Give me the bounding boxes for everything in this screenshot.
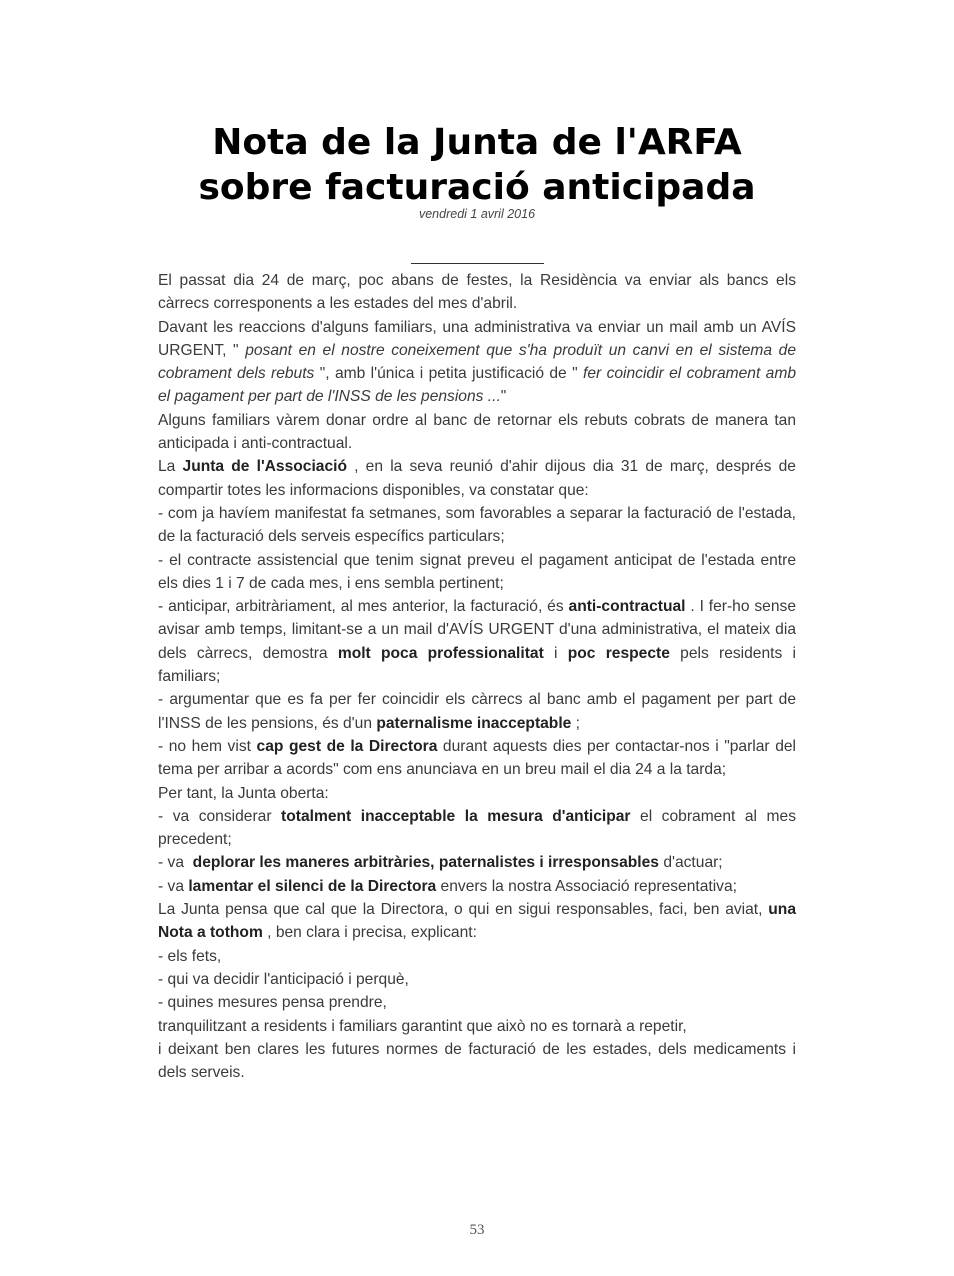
emphasis: paternalisme inacceptable <box>376 714 572 732</box>
emphasis: molt poca professionalitat <box>337 644 544 662</box>
paragraph: tranquilitzant a residents i familiars garantint que això no es tornarà a repetir, <box>158 1017 687 1035</box>
title-line-2: sobre facturació anticipada <box>198 167 756 208</box>
paragraph: El passat dia 24 de març, poc abans de festes, la Residència va enviar als bancs els càrrecs corresponents a les estades del mes d'abril. <box>158 272 796 313</box>
emphasis: deplorar les maneres arbitràries, paternalistes i irresponsables <box>192 854 659 872</box>
quote-italic: posant en el nostre coneixement que s'ha produït un canvi en el sistema de cobrament dels rebuts <box>158 341 796 383</box>
page-number: 53 <box>469 1222 485 1238</box>
paragraph: La Junta de l'Associació , en la seva reunió d'ahir dijous dia 31 de març, després de compartir totes les informacions disponibles, va constatar que: <box>158 458 796 499</box>
list-item: - quines mesures pensa prendre, <box>158 994 387 1012</box>
list-item: - no hem vist cap gest de la Directora durant aquests dies per contactar-nos i "parlar del tema per arribar a acords" com ens anunciava en un breu mail el dia 24 a la tarda; <box>158 737 796 779</box>
list-item: - argumentar que es fa per fer coincidir els càrrecs al banc amb el pagament per part de l'INSS de les pensions, és d'un paternalisme inacceptable ; <box>158 691 796 732</box>
list-item: - el contracte assistencial que tenim signat preveu el pagament anticipat de l'estada entre els dies 1 i 7 de cada mes, i ens sembla pertinent; <box>158 551 796 592</box>
article-body <box>158 269 796 1084</box>
title-line-1: Nota de la Junta de l'ARFA <box>212 122 742 163</box>
list-item: - com ja havíem manifestat fa setmanes, som favorables a separar la facturació de l'estada, de la facturació dels serveis específics particulars; <box>158 504 796 546</box>
list-item: - els fets, <box>158 947 222 965</box>
title-divider <box>411 263 544 264</box>
page-title <box>0 120 954 210</box>
quote-italic: fer coincidir el cobrament amb el pagament per part de l'INSS de les pensions ... <box>158 365 797 406</box>
publication-date: vendredi 1 avril 2016 <box>418 207 536 221</box>
emphasis: anti-contractual <box>568 598 686 616</box>
emphasis: cap gest de la Directora <box>256 737 438 755</box>
paragraph: Per tant, la Junta oberta: <box>158 784 329 802</box>
list-item: - anticipar, arbitràriament, al mes anterior, la facturació, és anti-contractual . I fer-ho sense avisar amb temps, limitant-se a un mail d'AVÍS URGENT d'una administrativa, el mateix dia dels càrrecs, demostra molt poca professionalitat i poc respecte pels residents i familiars; <box>158 598 796 686</box>
emphasis: lamentar el silenci de la Directora <box>188 877 437 895</box>
list-item: - va considerar totalment inacceptable la mesura d'anticipar el cobrament al mes precedent; <box>158 807 796 849</box>
paragraph: La Junta pensa que cal que la Directora, o qui en sigui responsables, faci, ben aviat, una Nota a tothom , ben clara i precisa, explicant: <box>158 901 796 942</box>
list-item: - va deplorar les maneres arbitràries, paternalistes i irresponsables d'actuar; <box>158 854 723 872</box>
list-item: - va lamentar el silenci de la Directora envers la nostra Associació representativa; <box>158 877 737 895</box>
paragraph: Davant les reaccions d'alguns familiars, una administrativa va enviar un mail amb un AVÍS URGENT, " posant en el nostre coneixement que s'ha produït un canvi en el sistema de cobrament dels rebuts ", amb l'única i petita justificació de " fer coincidir el cobrament amb el pagament per part de l'INSS de les pensions ..." <box>158 318 797 406</box>
list-item: - qui va decidir l'anticipació i perquè, <box>158 970 409 988</box>
paragraph: Alguns familiars vàrem donar ordre al banc de retornar els rebuts cobrats de manera tan anticipada i anti-contractual. <box>158 411 796 453</box>
emphasis: Junta de l'Associació <box>182 458 348 476</box>
emphasis: totalment inacceptable la mesura d'anticipar <box>281 807 631 825</box>
paragraph: i deixant ben clares les futures normes de facturació de les estades, dels medicaments i dels serveis. <box>158 1040 796 1082</box>
emphasis: una Nota a tothom <box>158 901 796 942</box>
emphasis: poc respecte <box>567 644 670 662</box>
